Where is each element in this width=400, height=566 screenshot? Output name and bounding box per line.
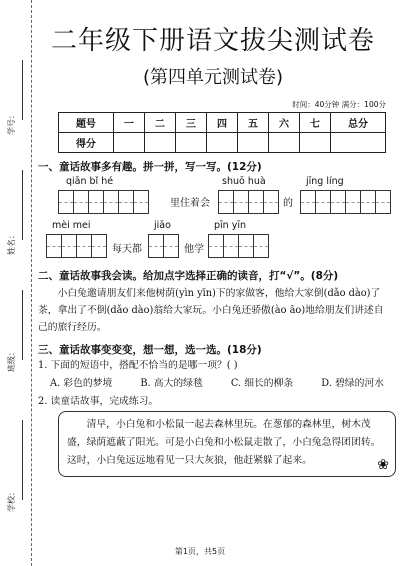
cut-line [31,0,32,566]
score-header-cell: 题号 [59,113,114,133]
score-header-cell: 六 [268,113,299,133]
char-grid-pinyin[interactable] [208,234,269,258]
student-id-blank[interactable] [22,60,23,120]
score-input-cell[interactable] [175,133,206,153]
pinyin-row-1 [38,174,388,218]
score-label-cell: 得分 [59,133,114,153]
student-id-label: 学号： [7,111,16,135]
sentence-text: 的 [283,198,293,209]
option-b[interactable]: B. 高大的绿毯 [140,378,203,389]
question-1-options [38,375,388,393]
pinyin-label: pīn yīn [214,220,246,231]
score-input-cell[interactable] [206,133,237,153]
name-blank[interactable] [22,170,23,240]
exam-title: 二年级下册语文拔尖测试卷 [50,26,375,56]
score-input-cell[interactable] [268,133,299,153]
score-header-cell: 二 [144,113,175,133]
pinyin-row-2 [38,218,388,262]
exam-page [38,0,388,477]
option-c[interactable]: C. 细长的柳条 [230,378,294,389]
pinyin-label: jīng líng [306,176,344,187]
char-grid-meimei[interactable] [46,234,107,258]
score-table [58,112,386,153]
section2-title: 二、童话故事我会读。给加点字选择正确的读音，打“√”。(8分) [38,270,339,282]
option-d[interactable]: D. 碧绿的河水 [321,378,384,389]
score-table-header-row [59,113,386,133]
score-header-cell: 总分 [331,113,386,133]
score-input-cell[interactable] [331,133,386,153]
rabbit-decoration-icon: ❀ [377,457,389,473]
score-header-cell: 三 [175,113,206,133]
option-a[interactable]: A. 彩色的梦境 [50,378,113,389]
sentence-text: 里住着会 [170,198,210,209]
score-header-cell: 五 [237,113,268,133]
reading-passage [58,411,396,477]
char-grid-shuohua[interactable] [218,190,279,214]
pinyin-label: qiān bǐ hé [66,176,114,187]
score-header-cell: 七 [299,113,330,133]
char-grid-jiao[interactable] [148,234,179,258]
score-input-cell[interactable] [299,133,330,153]
score-header-cell: 四 [206,113,237,133]
school-label: 学校： [7,488,16,512]
passage-text: 清早，小白兔和小松鼠一起去森林里玩。在葱郁的森林里，树木茂盛，绿荫遮蔽了阳光。可是小白兔和小松鼠走散了，小白兔急得团团转。这时，小白兔远远地看见一只大灰狼，他赶紧躲了起来。 [67,419,381,466]
question-1: 1. 下面的短语中，搭配不恰当的是哪一项？( ) [38,360,238,371]
binding-margin [0,0,34,566]
section3-title: 三、童话故事变变变，想一想，选一选。(18分) [38,344,262,356]
name-label: 姓名： [7,231,16,255]
score-input-cell[interactable] [113,133,144,153]
pinyin-label: jiāo [154,220,171,231]
page-number: 第1页，共5页 [174,547,226,556]
exam-subtitle: (第四单元测试卷) [142,67,284,88]
pinyin-label: mèi mei [52,220,91,231]
section1-title: 一、童话故事多有趣。拼一拼，写一写。(12分) [38,161,262,173]
time-and-score: 时间：40分钟 满分：100分 [292,100,386,109]
pinyin-label: shuō huà [222,176,266,187]
sentence-text: 每天都 [112,244,142,255]
char-grid-jingling[interactable] [300,190,391,214]
sentence-text: 他学 [184,244,204,255]
score-header-cell: 一 [113,113,144,133]
school-blank[interactable] [22,420,23,500]
score-input-cell[interactable] [144,133,175,153]
class-blank[interactable] [22,290,23,360]
score-table-score-row [59,133,386,153]
score-input-cell[interactable] [237,133,268,153]
question-2: 2. 读童话故事，完成练习。 [38,396,159,407]
class-label: 班级： [7,348,16,372]
section2-paragraph: 小白兔邀请朋友们来他树荫(yìn yīn)下的家做客，他给大家倒(dǎo dào)了茶，拿出了不倒(dǎo dào)翁给大家玩。小白兔还骄傲(ào āo)地给朋友们讲述自己的旅行经历。 [38,288,384,333]
char-grid-qianbihe[interactable] [58,190,149,214]
